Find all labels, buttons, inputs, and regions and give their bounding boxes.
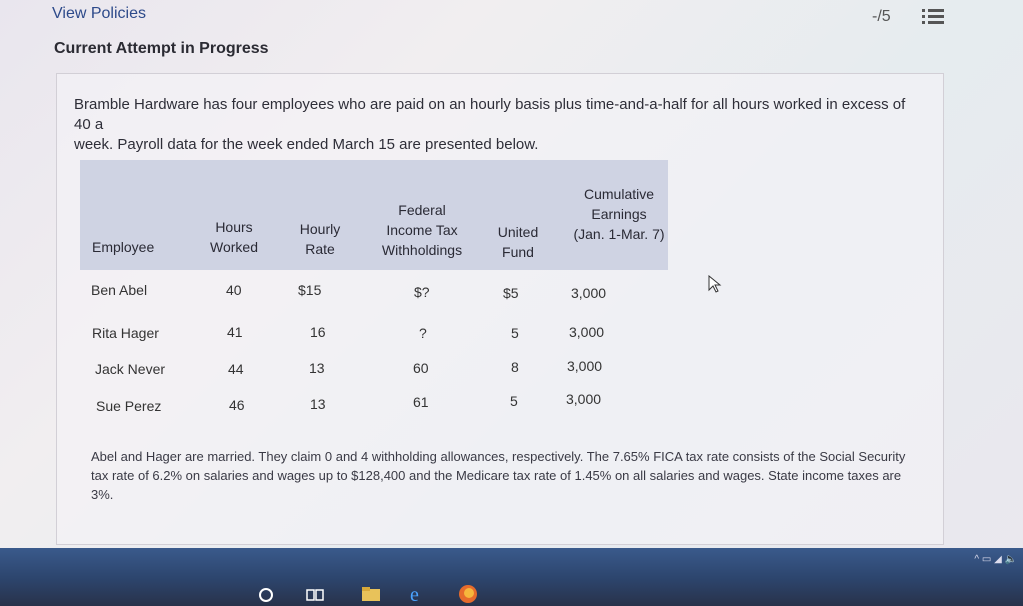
- header-cumulative-line1: Cumulative: [583, 186, 655, 202]
- row-2-federal: 60: [413, 360, 429, 376]
- row-1-federal: ?: [419, 325, 427, 341]
- taskbar: [0, 548, 1023, 606]
- row-2-rate: 13: [309, 360, 325, 376]
- row-2-united: 8: [511, 359, 519, 375]
- row-0-rate: $15: [298, 282, 322, 298]
- row-0-employee: Ben Abel: [91, 282, 148, 298]
- header-hours: [200, 217, 268, 257]
- row-1-employee: Rita Hager: [92, 325, 159, 341]
- view-policies-link[interactable]: View Policies: [52, 5, 146, 22]
- file-explorer-icon[interactable]: [360, 584, 382, 604]
- row-2-cumulative: 3,000: [567, 358, 603, 374]
- row-1-hours: 41: [227, 324, 243, 340]
- header-hours-line1: Hours: [215, 219, 253, 235]
- cortana-icon[interactable]: [257, 586, 275, 604]
- row-2-employee: Jack Never: [95, 361, 166, 377]
- header-united: [490, 222, 546, 262]
- header-united-line1: United: [497, 224, 539, 240]
- header-rate-line1: Hourly: [299, 221, 341, 237]
- task-view-icon[interactable]: [305, 586, 325, 604]
- attempt-status: Current Attempt in Progress: [54, 40, 269, 57]
- mouse-cursor-icon: [708, 275, 722, 293]
- firefox-icon[interactable]: [456, 582, 480, 606]
- row-1-united: 5: [511, 325, 519, 341]
- header-cumulative: [566, 184, 672, 244]
- header-cumulative-line3: (Jan. 1-Mar. 7): [573, 226, 665, 242]
- question-intro-line-1: Bramble Hardware has four employees who are paid on an hourly basis plus time-and-a-half for all hours worked in excess of 40 a: [74, 96, 906, 133]
- row-3-rate: 13: [310, 396, 326, 412]
- header-united-line2: Fund: [502, 244, 534, 260]
- row-2-hours: 44: [228, 361, 244, 377]
- header-federal-line1: Federal: [398, 202, 446, 218]
- row-3-united: 5: [510, 393, 518, 409]
- list-icon[interactable]: [922, 8, 944, 26]
- header-cumulative-line2: Earnings: [591, 206, 647, 222]
- row-3-cumulative: 3,000: [566, 391, 602, 407]
- question-intro: [74, 95, 914, 155]
- row-0-hours: 40: [226, 282, 242, 298]
- row-3-federal: 61: [413, 394, 429, 410]
- question-intro-line-2: week. Payroll data for the week ended March 15 are presented below.: [74, 136, 539, 153]
- header-federal-line2: Income Tax: [386, 222, 458, 238]
- header-rate: [288, 219, 352, 259]
- row-0-cumulative: 3,000: [571, 285, 607, 301]
- row-3-hours: 46: [229, 397, 245, 413]
- problem-note: Abel and Hager are married. They claim 0 and 4 withholding allowances, respectively. The 7.65% FICA tax rate consists of the Social Security tax rate of 6.2% on salaries and wages up to $128,400 and the Medicare tax rate of 1.45% on all salaries and wages. State income taxes are 3%.: [91, 449, 906, 502]
- row-1-cumulative: 3,000: [569, 324, 605, 340]
- edge-browser-icon[interactable]: [406, 582, 430, 606]
- header-rate-line2: Rate: [305, 241, 335, 257]
- system-tray[interactable]: ^ ▭ ◢ 🔈: [974, 554, 1017, 565]
- row-1-rate: 16: [310, 324, 326, 340]
- header-federal-line3: Withholdings: [381, 242, 463, 258]
- row-0-federal: $?: [414, 284, 430, 300]
- top-bar: [0, 0, 1023, 80]
- svg-text:e: e: [410, 584, 419, 605]
- row-0-united: $5: [503, 285, 519, 301]
- header-employee: Employee: [92, 239, 155, 255]
- header-federal: [370, 200, 474, 260]
- score-display: -/5: [872, 8, 891, 25]
- row-3-employee: Sue Perez: [96, 398, 162, 414]
- header-hours-line2: Worked: [210, 239, 258, 255]
